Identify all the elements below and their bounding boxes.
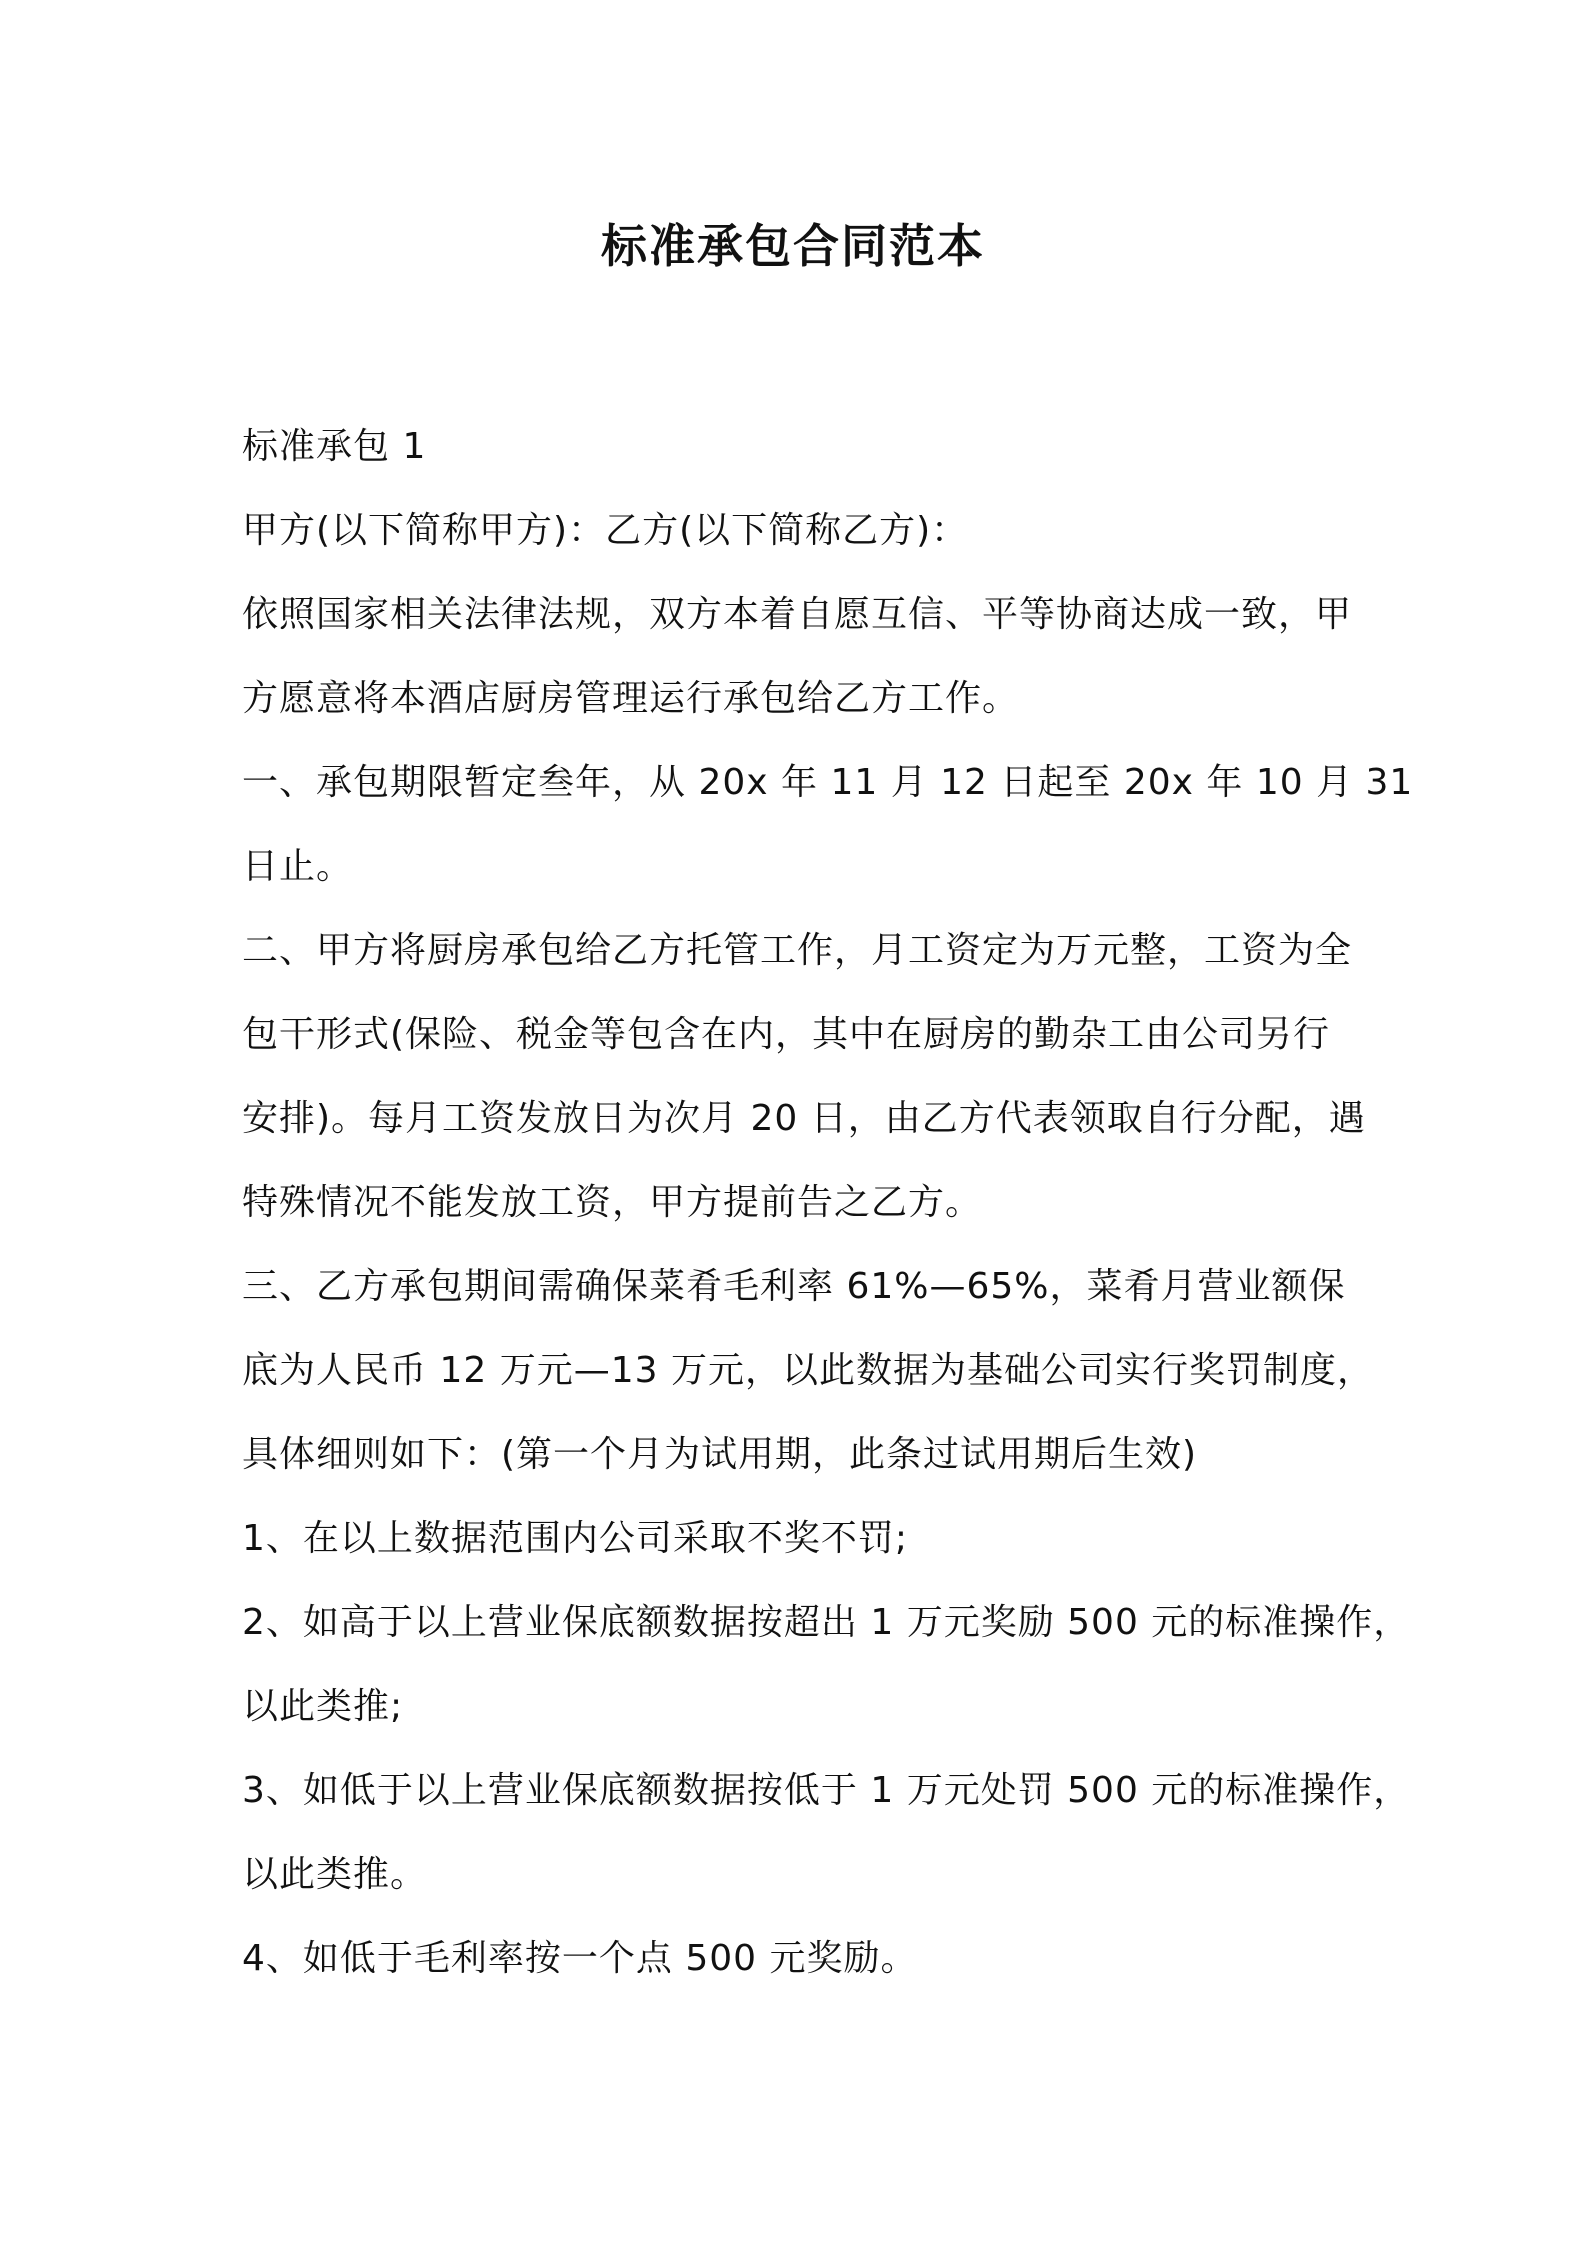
rule-item: 2、如高于以上营业保底额数据按超出 1 万元奖励 500 元的标准操作，	[242, 1602, 1411, 1643]
rule-item: 以此类推。	[242, 1854, 428, 1895]
clause-line: 一、承包期限暂定叁年，从 20x 年 11 月 12 日起至 20x 年 10 月 31	[242, 762, 1414, 803]
rule-item: 4、如低于毛利率按一个点 500 元奖励。	[242, 1938, 918, 1979]
clause-line: 包干形式(保险、税金等包含在内，其中在厨房的勤杂工由公司另行	[242, 1014, 1331, 1055]
clause-line: 二、甲方将厨房承包给乙方托管工作，月工资定为万元整，工资为全	[242, 930, 1353, 971]
paragraph-line: 依照国家相关法律法规，双方本着自愿互信、平等协商达成一致，甲	[242, 594, 1353, 635]
rule-item: 3、如低于以上营业保底额数据按低于 1 万元处罚 500 元的标准操作，	[242, 1770, 1411, 1811]
clause-line: 具体细则如下：(第一个月为试用期，此条过试用期后生效)	[242, 1434, 1198, 1475]
parties-line: 甲方(以下简称甲方)：乙方(以下简称乙方)：	[242, 510, 969, 551]
clause-line: 底为人民币 12 万元—13 万元，以此数据为基础公司实行奖罚制度，	[242, 1350, 1374, 1391]
rule-item: 以此类推;	[242, 1686, 404, 1727]
clause-line: 特殊情况不能发放工资，甲方提前告之乙方。	[242, 1182, 983, 1223]
document-body	[242, 405, 1414, 2001]
clause-line: 安排)。每月工资发放日为次月 20 日，由乙方代表领取自行分配，遇	[242, 1098, 1366, 1139]
clause-line: 日止。	[242, 846, 354, 887]
rule-item: 1、在以上数据范围内公司采取不奖不罚;	[242, 1518, 909, 1559]
paragraph-line: 方愿意将本酒店厨房管理运行承包给乙方工作。	[242, 678, 1020, 719]
document-title: 标准承包合同范本	[601, 219, 985, 273]
clause-line: 三、乙方承包期间需确保菜肴毛利率 61%—65%，菜肴月营业额保	[242, 1266, 1346, 1307]
section-heading: 标准承包 1	[242, 426, 427, 467]
